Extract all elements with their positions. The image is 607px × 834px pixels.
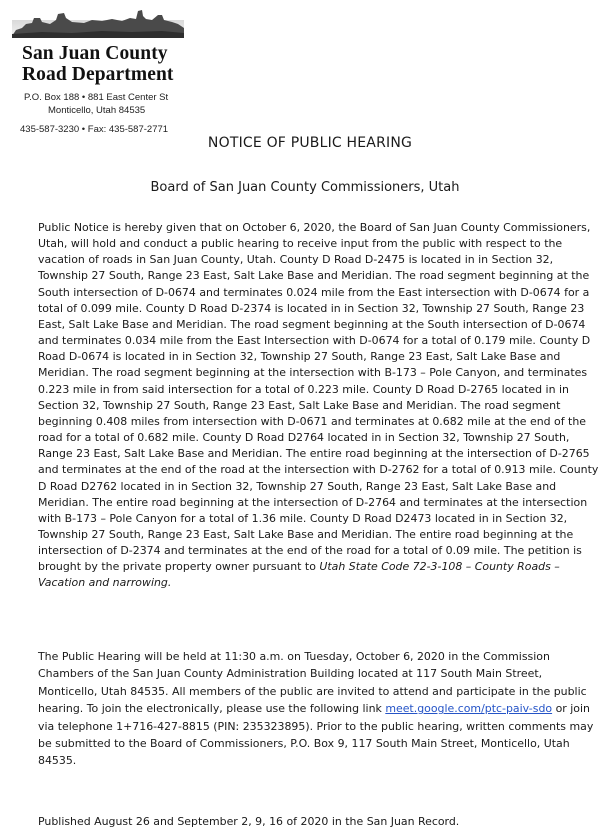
publication-line: Published August 26 and September 2, 9, 16 of 2020 in the San Juan Record. xyxy=(38,815,460,828)
address-line2: Monticello, Utah 84535 xyxy=(48,105,146,116)
org-name-line1: San Juan County xyxy=(22,43,168,64)
paragraph1-text: Public Notice is hereby given that on October 6, 2020, the Board of San Juan County Commissioners, Utah, will hold and conduct a public hearing to receive input from the public with respect to the vacation of roads in San Juan County, Utah. County D Road D-2475 is located in in Section 32, Township 27 South, Range 23 East, Salt Lake Base and Meridian. The road segment beginning at the South intersection of D-0674 and terminates 0.024 mile from the East intersection with D-0674 for a total of 0.099 mile. County D Road D-2374 is located in in Section 32, Township 27 South, Range 23 East, Salt Lake Base and Meridian. The road segment beginning at the South intersection of D-0674 and terminates 0.034 mile from the East Intersection with D-0674 for a total of 0.179 mile. County D Road D-0674 is located in in Section 32, Township 27 South, Range 23 East, Salt Lake Base and Meridian. The road segment beginning at the intersection with B-173 – Pole Canyon, and terminates 0.223 mile in from said intersection for a total of 0.223 mile. County D Road D-2765 located in in Section 32, Township 27 South, Range 23 East, Salt Lake Base and Meridian. The road segment beginning 0.408 miles from intersection with D-0671 and terminates at 0.682 mile at the end of the road for a total of 0.682 mile. County D Road D2764 located in in Section 32, Township 27 South, Range 23 East, Salt Lake Base and Meridian. The entire road beginning at the intersection of D-2765 and terminates at the end of the road at the intersection with D-2762 for a total of 0.913 mile. County D Road D2762 located in in Section 32, Township 27 South, Range 23 East, Salt Lake Base and Meridian. The entire road beginning at the intersection of D-2764 and terminates at the intersection with B-173 – Pole Canyon for a total of 1.36 mile. County D Road D2473 located in in Section 32, Township 27 South, Range 23 East, Salt Lake Base and Meridian. The entire road beginning at the intersection of D-2374 and terminates at the end of the road for a total of 0.09 mile. The petition is brought by the private property owner pursuant to xyxy=(38,221,599,574)
notice-subtitle: Board of San Juan County Commissioners, Utah xyxy=(150,180,460,195)
meeting-link[interactable]: meet.google.com/ptc-paiv-sdo xyxy=(385,702,553,716)
notice-title: NOTICE OF PUBLIC HEARING xyxy=(207,135,413,151)
phone-fax-line: 435-587-3230 • Fax: 435-587-2771 xyxy=(20,124,169,135)
code-citation: Utah State Code 72-3-108 – County Roads – Vacation and narrowing. xyxy=(38,560,560,590)
organization-name xyxy=(22,43,174,85)
org-name-line2: Road Department xyxy=(22,64,174,85)
paragraph2-text-after-link: or join via telephone 1+716-427-8815 (PIN: 235323895). Prior to the public hearing, written comments may be submitted to the Board of Commissioners, P.O. Box 9, 117 South Main Street, Monticello, Utah 84535. xyxy=(38,702,594,768)
notice-paragraph-main xyxy=(38,220,600,592)
notice-paragraph-hearing xyxy=(38,648,600,770)
address-line1: P.O. Box 188 • 881 East Center St xyxy=(24,92,169,103)
paragraph2-text-before-link: The Public Hearing will be held at 11:30 a.m. on Tuesday, October 6, 2020 in the Commission Chambers of the San Juan County Administration Building located at 117 South Main Street, Monticello, Utah 84535. All members of the public are invited to attend and participate in the public hearing. To join the electronically, please use the following link xyxy=(38,650,587,716)
mesa-landscape-logo-icon xyxy=(12,6,184,38)
